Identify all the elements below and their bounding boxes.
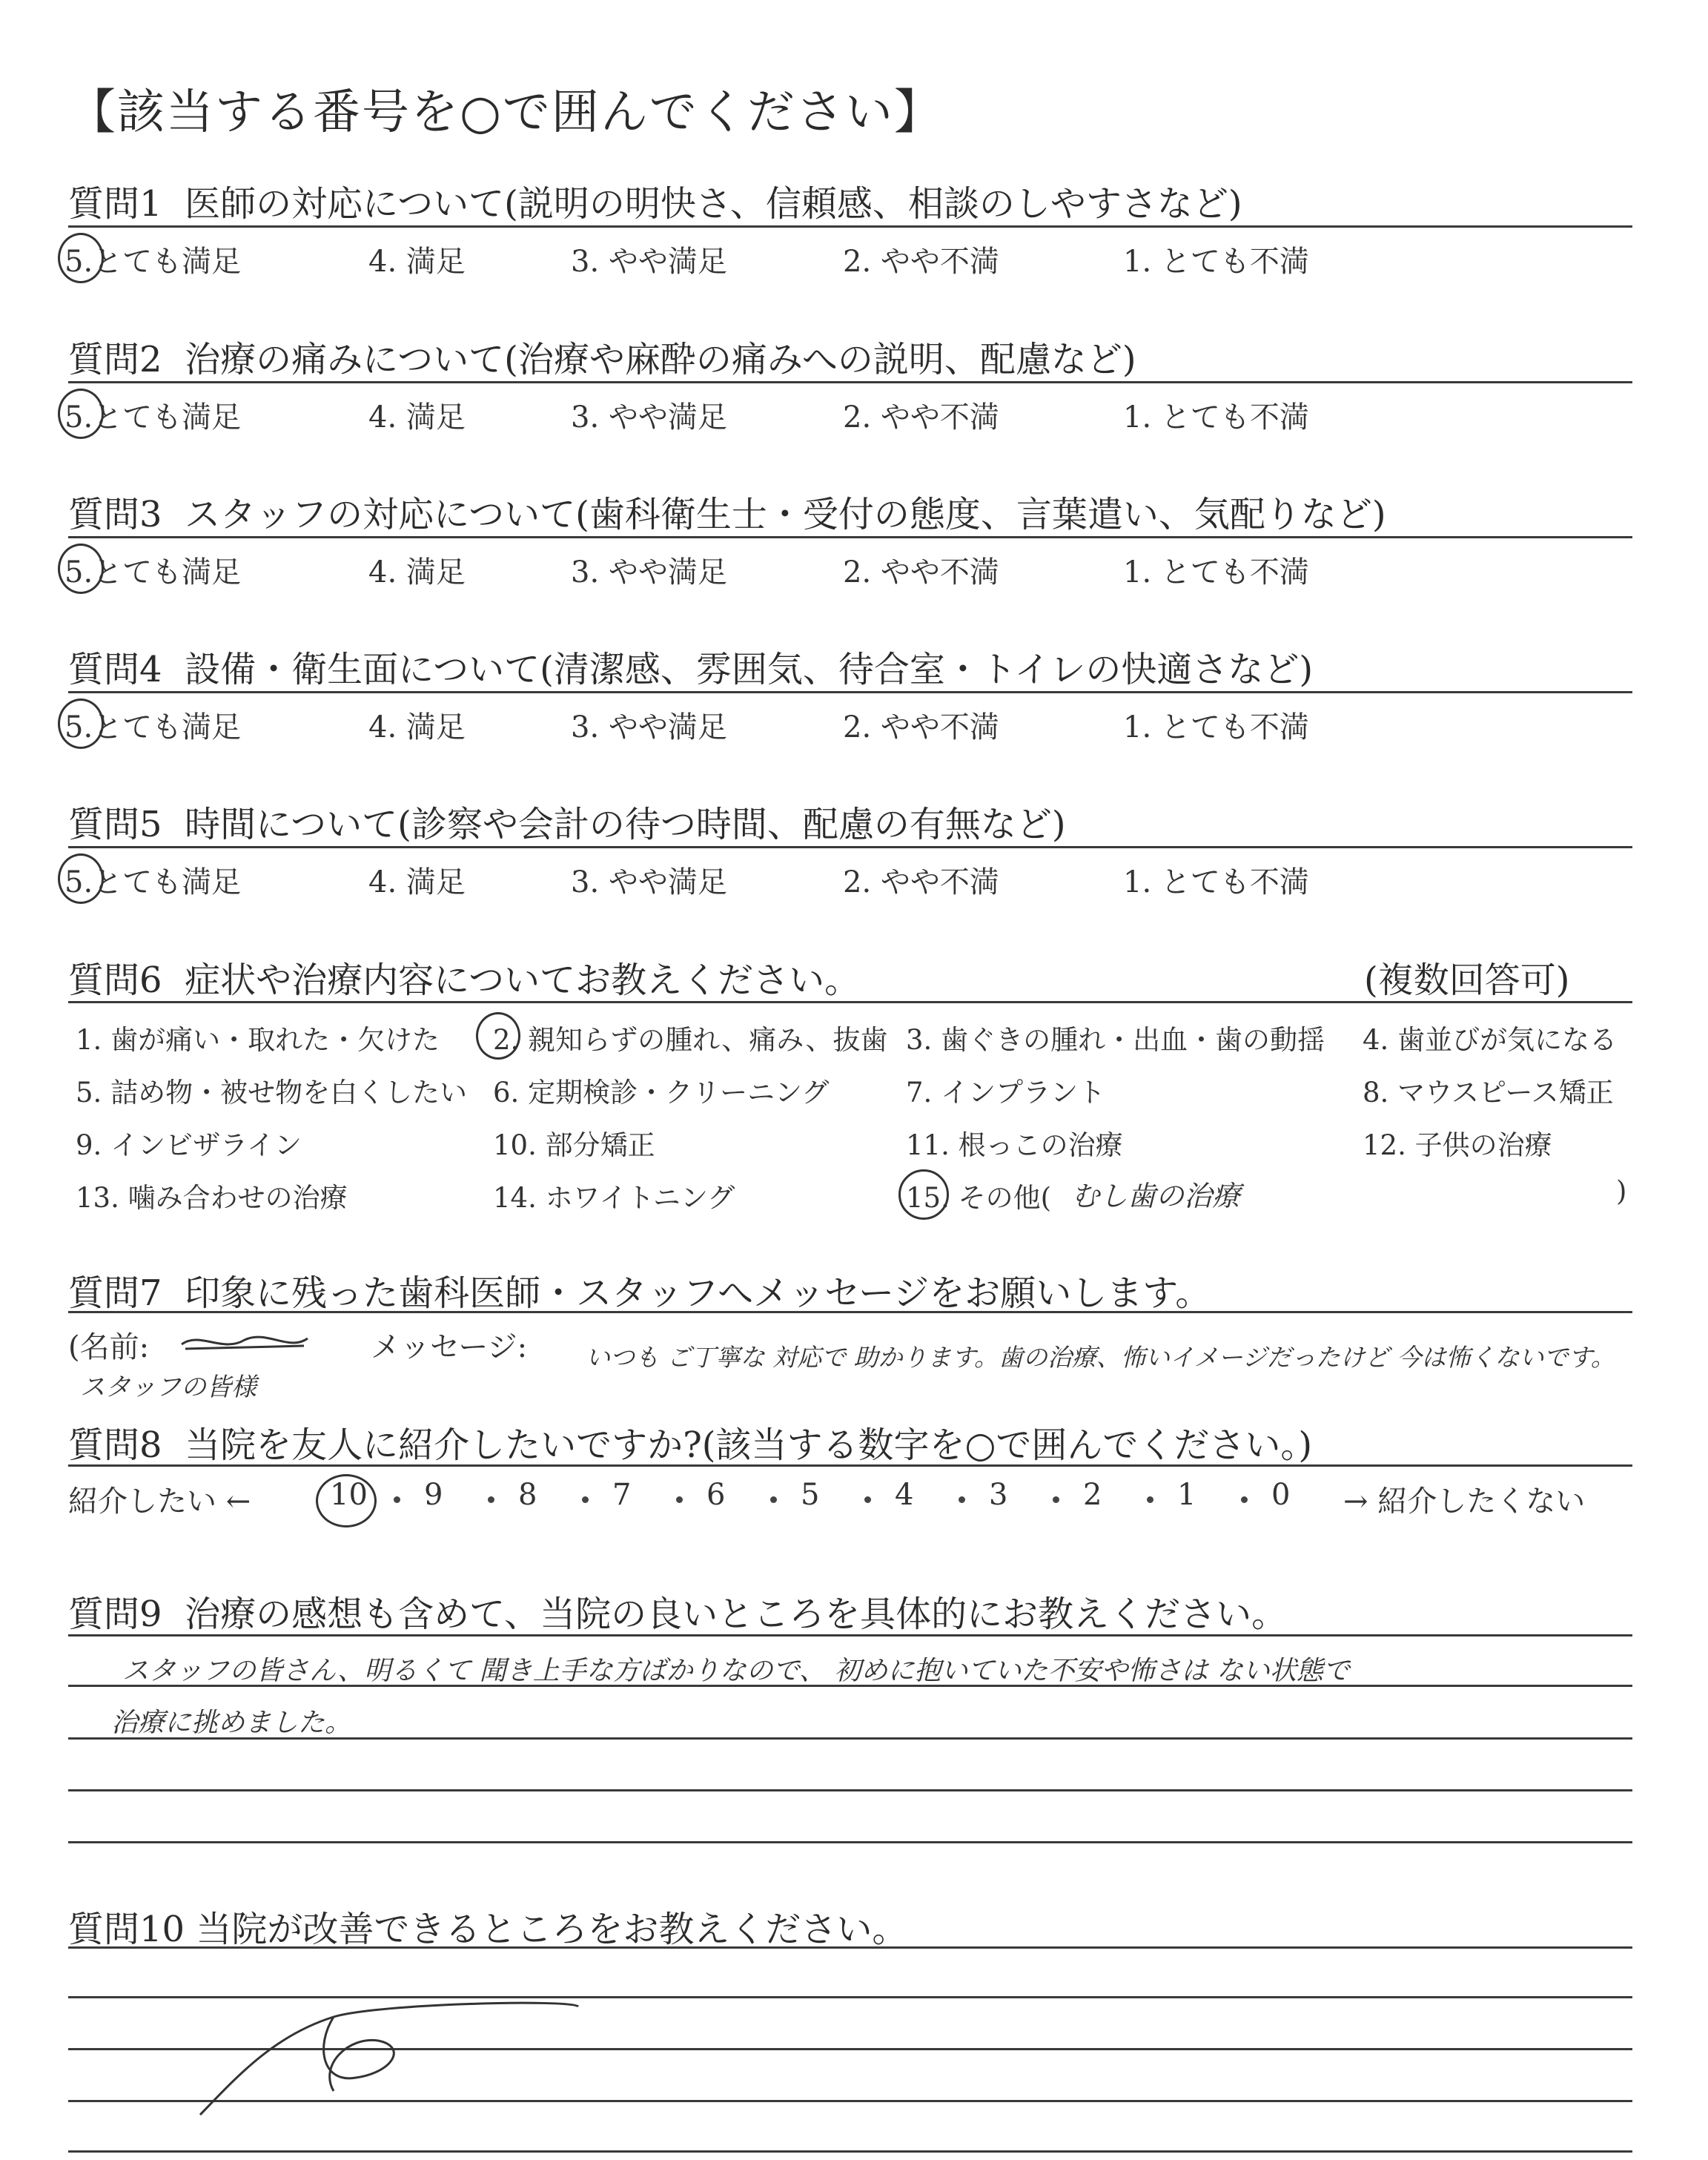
q6-item-11[interactable]: 11. 根っこの治療 (906, 1129, 1123, 1161)
q2-option-1[interactable]: 1. とても不満 (1123, 400, 1309, 435)
q8-scale-separator (488, 1496, 494, 1503)
q1-option-5[interactable]: 5.とても満足 (64, 245, 242, 279)
q4-selected-circle (58, 698, 104, 749)
q7-name-label: (名前: (68, 1330, 150, 1364)
q8-right-label: → 紹介したくない (1343, 1484, 1586, 1519)
q3-option-1[interactable]: 1. とても不満 (1123, 555, 1309, 589)
q6-heading (68, 951, 860, 1003)
q6-circle-2 (476, 1012, 520, 1060)
q8-scale-9[interactable]: 9 (424, 1478, 443, 1512)
q9-label: 質問9 (68, 1593, 162, 1635)
q5-option-5[interactable]: 5.とても満足 (64, 865, 242, 899)
q8-scale-separator (1241, 1496, 1248, 1503)
q7-message-label: メッセージ: (371, 1330, 528, 1364)
q9-text: 治療の感想も含めて、当院の良いところを具体的にお教えください。 (185, 1593, 1288, 1635)
q3-option-4[interactable]: 4. 満足 (368, 555, 466, 589)
q2-heading (68, 331, 1136, 382)
q5-heading (68, 796, 1066, 847)
q1-option-2[interactable]: 2. やや不満 (843, 245, 999, 279)
q7-label: 質問7 (68, 1272, 162, 1314)
q7-text: 印象に残った歯科医師・スタッフへメッセージをお願いします。 (185, 1272, 1211, 1314)
q1-label: 質問1 (68, 183, 162, 225)
q8-circle-10 (316, 1474, 377, 1527)
q9-rule-1 (68, 1634, 1632, 1636)
q6-item-4[interactable]: 4. 歯並びが気になる (1363, 1024, 1618, 1056)
q5-rule (68, 846, 1632, 848)
q6-item-6[interactable]: 6. 定期検診・クリーニング (493, 1077, 830, 1109)
q2-rule (68, 381, 1632, 383)
q9-rule-5 (68, 1841, 1632, 1843)
q8-scale-8[interactable]: 8 (518, 1478, 537, 1512)
q4-rule (68, 691, 1632, 693)
q8-scale-separator (394, 1496, 400, 1503)
q3-option-3[interactable]: 3. やや満足 (571, 555, 727, 589)
q2-option-3[interactable]: 3. やや満足 (571, 400, 727, 435)
q4-option-1[interactable]: 1. とても不満 (1123, 710, 1309, 744)
q9-rule-2 (68, 1685, 1632, 1687)
q10-rule-5 (68, 2150, 1632, 2153)
q7-message-value: いつも ご丁寧な 対応で 助かります。歯の治療、怖いイメージだったけど 今は怖くないです。 (586, 1343, 1615, 1372)
q8-scale-separator (1147, 1496, 1153, 1503)
q4-option-3[interactable]: 3. やや満足 (571, 710, 727, 744)
q4-text: 設備・衛生面について(清潔感、雰囲気、待合室・トイレの快適さなど) (185, 649, 1314, 690)
q7-rule (68, 1311, 1632, 1313)
q3-label: 質問3 (68, 494, 162, 535)
q6-note: (複数回答可) (1364, 960, 1570, 1001)
q6-rule (68, 1001, 1632, 1003)
q6-other-close: ) (1616, 1175, 1627, 1207)
q5-option-2[interactable]: 2. やや不満 (843, 865, 999, 899)
q6-item-2[interactable]: 2. 親知らずの腫れ、痛み、抜歯 (493, 1024, 888, 1056)
q10-rule-1 (68, 1946, 1632, 1949)
q5-option-4[interactable]: 4. 満足 (368, 865, 466, 899)
q8-scale-separator (770, 1496, 777, 1503)
q8-scale-3[interactable]: 3 (989, 1478, 1008, 1512)
q6-item-7[interactable]: 7. インプラント (906, 1077, 1106, 1109)
q9-heading (68, 1585, 1287, 1636)
q1-selected-circle (58, 233, 104, 283)
q8-scale-1[interactable]: 1 (1177, 1478, 1196, 1512)
q2-selected-circle (58, 389, 104, 439)
q6-item-9[interactable]: 9. インビザライン (76, 1129, 302, 1161)
q6-circle-15 (898, 1169, 949, 1220)
q4-option-2[interactable]: 2. やや不満 (843, 710, 999, 744)
q2-option-2[interactable]: 2. やや不満 (843, 400, 999, 435)
q2-option-5[interactable]: 5.とても満足 (64, 400, 242, 435)
q6-item-1[interactable]: 1. 歯が痛い・取れた・欠けた (76, 1024, 440, 1056)
q1-text: 医師の対応について(説明の明快さ、信頼感、相談のしやすさなど) (185, 183, 1242, 225)
q8-scale-separator (959, 1496, 965, 1503)
q8-scale-6[interactable]: 6 (706, 1478, 726, 1512)
q10-scribble (185, 1995, 586, 2124)
q4-option-5[interactable]: 5.とても満足 (64, 710, 242, 744)
q6-item-12[interactable]: 12. 子供の治療 (1363, 1129, 1552, 1161)
q1-rule (68, 225, 1632, 228)
q6-item-15[interactable]: 15. その他( (906, 1182, 1052, 1214)
q4-option-4[interactable]: 4. 満足 (368, 710, 466, 744)
q3-option-5[interactable]: 5.とても満足 (64, 555, 242, 589)
q3-heading (68, 486, 1386, 537)
q8-scale-0[interactable]: 0 (1271, 1478, 1291, 1512)
q1-heading (68, 175, 1242, 226)
q2-text: 治療の痛みについて(治療や麻酔の痛みへの説明、配慮など) (185, 339, 1136, 380)
q8-scale-4[interactable]: 4 (895, 1478, 914, 1512)
q2-option-4[interactable]: 4. 満足 (368, 400, 466, 435)
q6-item-8[interactable]: 8. マウスピース矯正 (1363, 1077, 1614, 1109)
q3-selected-circle (58, 544, 104, 594)
q7-heading (68, 1264, 1211, 1315)
q9-rule-3 (68, 1737, 1632, 1740)
q9-rule-4 (68, 1789, 1632, 1791)
q8-scale-separator (864, 1496, 871, 1503)
q6-text: 症状や治療内容についてお教えください。 (185, 960, 861, 1001)
q4-label: 質問4 (68, 649, 162, 690)
q6-other-text: むし歯の治療 (1071, 1180, 1241, 1212)
q5-option-1[interactable]: 1. とても不満 (1123, 865, 1309, 899)
q8-scale-separator (582, 1496, 589, 1503)
q6-item-10[interactable]: 10. 部分矯正 (493, 1129, 655, 1161)
q8-heading (68, 1416, 1312, 1467)
q6-item-14[interactable]: 14. ホワイトニング (493, 1182, 735, 1214)
q10-label: 質問10 (68, 1909, 185, 1950)
q2-label: 質問2 (68, 339, 162, 380)
page-title: 【該当する番号を○で囲んでください】 (68, 85, 943, 140)
q8-rule (68, 1464, 1632, 1467)
q8-scale-10[interactable]: 10 (330, 1478, 368, 1512)
q10-text: 当院が改善できるところをお教えください。 (196, 1909, 908, 1950)
q1-option-3[interactable]: 3. やや満足 (571, 245, 727, 279)
q6-item-5[interactable]: 5. 詰め物・被せ物を白くしたい (76, 1077, 468, 1109)
q10-heading (68, 1900, 907, 1952)
q3-option-2[interactable]: 2. やや不満 (843, 555, 999, 589)
q6-label: 質問6 (68, 960, 162, 1001)
q7-name-scribble (178, 1324, 311, 1361)
q4-heading (68, 641, 1313, 692)
q8-scale-2[interactable]: 2 (1083, 1478, 1102, 1512)
q8-scale-5[interactable]: 5 (801, 1478, 820, 1512)
q5-label: 質問5 (68, 804, 162, 845)
q1-option-1[interactable]: 1. とても不満 (1123, 245, 1309, 279)
q6-item-13[interactable]: 13. 噛み合わせの治療 (76, 1182, 348, 1214)
q3-text: スタッフの対応について(歯科衛生士・受付の態度、言葉遣い、気配りなど) (185, 494, 1386, 535)
q8-scale-7[interactable]: 7 (612, 1478, 632, 1512)
q9-answer-line2: 治療に挑めました。 (111, 1708, 352, 1738)
q6-item-3[interactable]: 3. 歯ぐきの腫れ・出血・歯の動揺 (906, 1024, 1325, 1056)
q8-scale-separator (1053, 1496, 1059, 1503)
q8-left-label: 紹介したい ← (68, 1484, 251, 1519)
q7-name-value: スタッフの皆様 (80, 1373, 256, 1402)
q8-text: 当院を友人に紹介したいですか?(該当する数字を○で囲んでください。) (185, 1424, 1313, 1466)
q9-answer-line1: スタッフの皆さん、明るくて 聞き上手な方ばかりなので、 初めに抱いていた不安や怖さは ない状態で (122, 1656, 1350, 1686)
q3-rule (68, 536, 1632, 538)
q5-option-3[interactable]: 3. やや満足 (571, 865, 727, 899)
q8-scale-separator (676, 1496, 683, 1503)
q8-label: 質問8 (68, 1424, 162, 1466)
q5-text: 時間について(診察や会計の待つ時間、配慮の有無など) (185, 804, 1066, 845)
q1-option-4[interactable]: 4. 満足 (368, 245, 466, 279)
q5-selected-circle (58, 853, 104, 904)
